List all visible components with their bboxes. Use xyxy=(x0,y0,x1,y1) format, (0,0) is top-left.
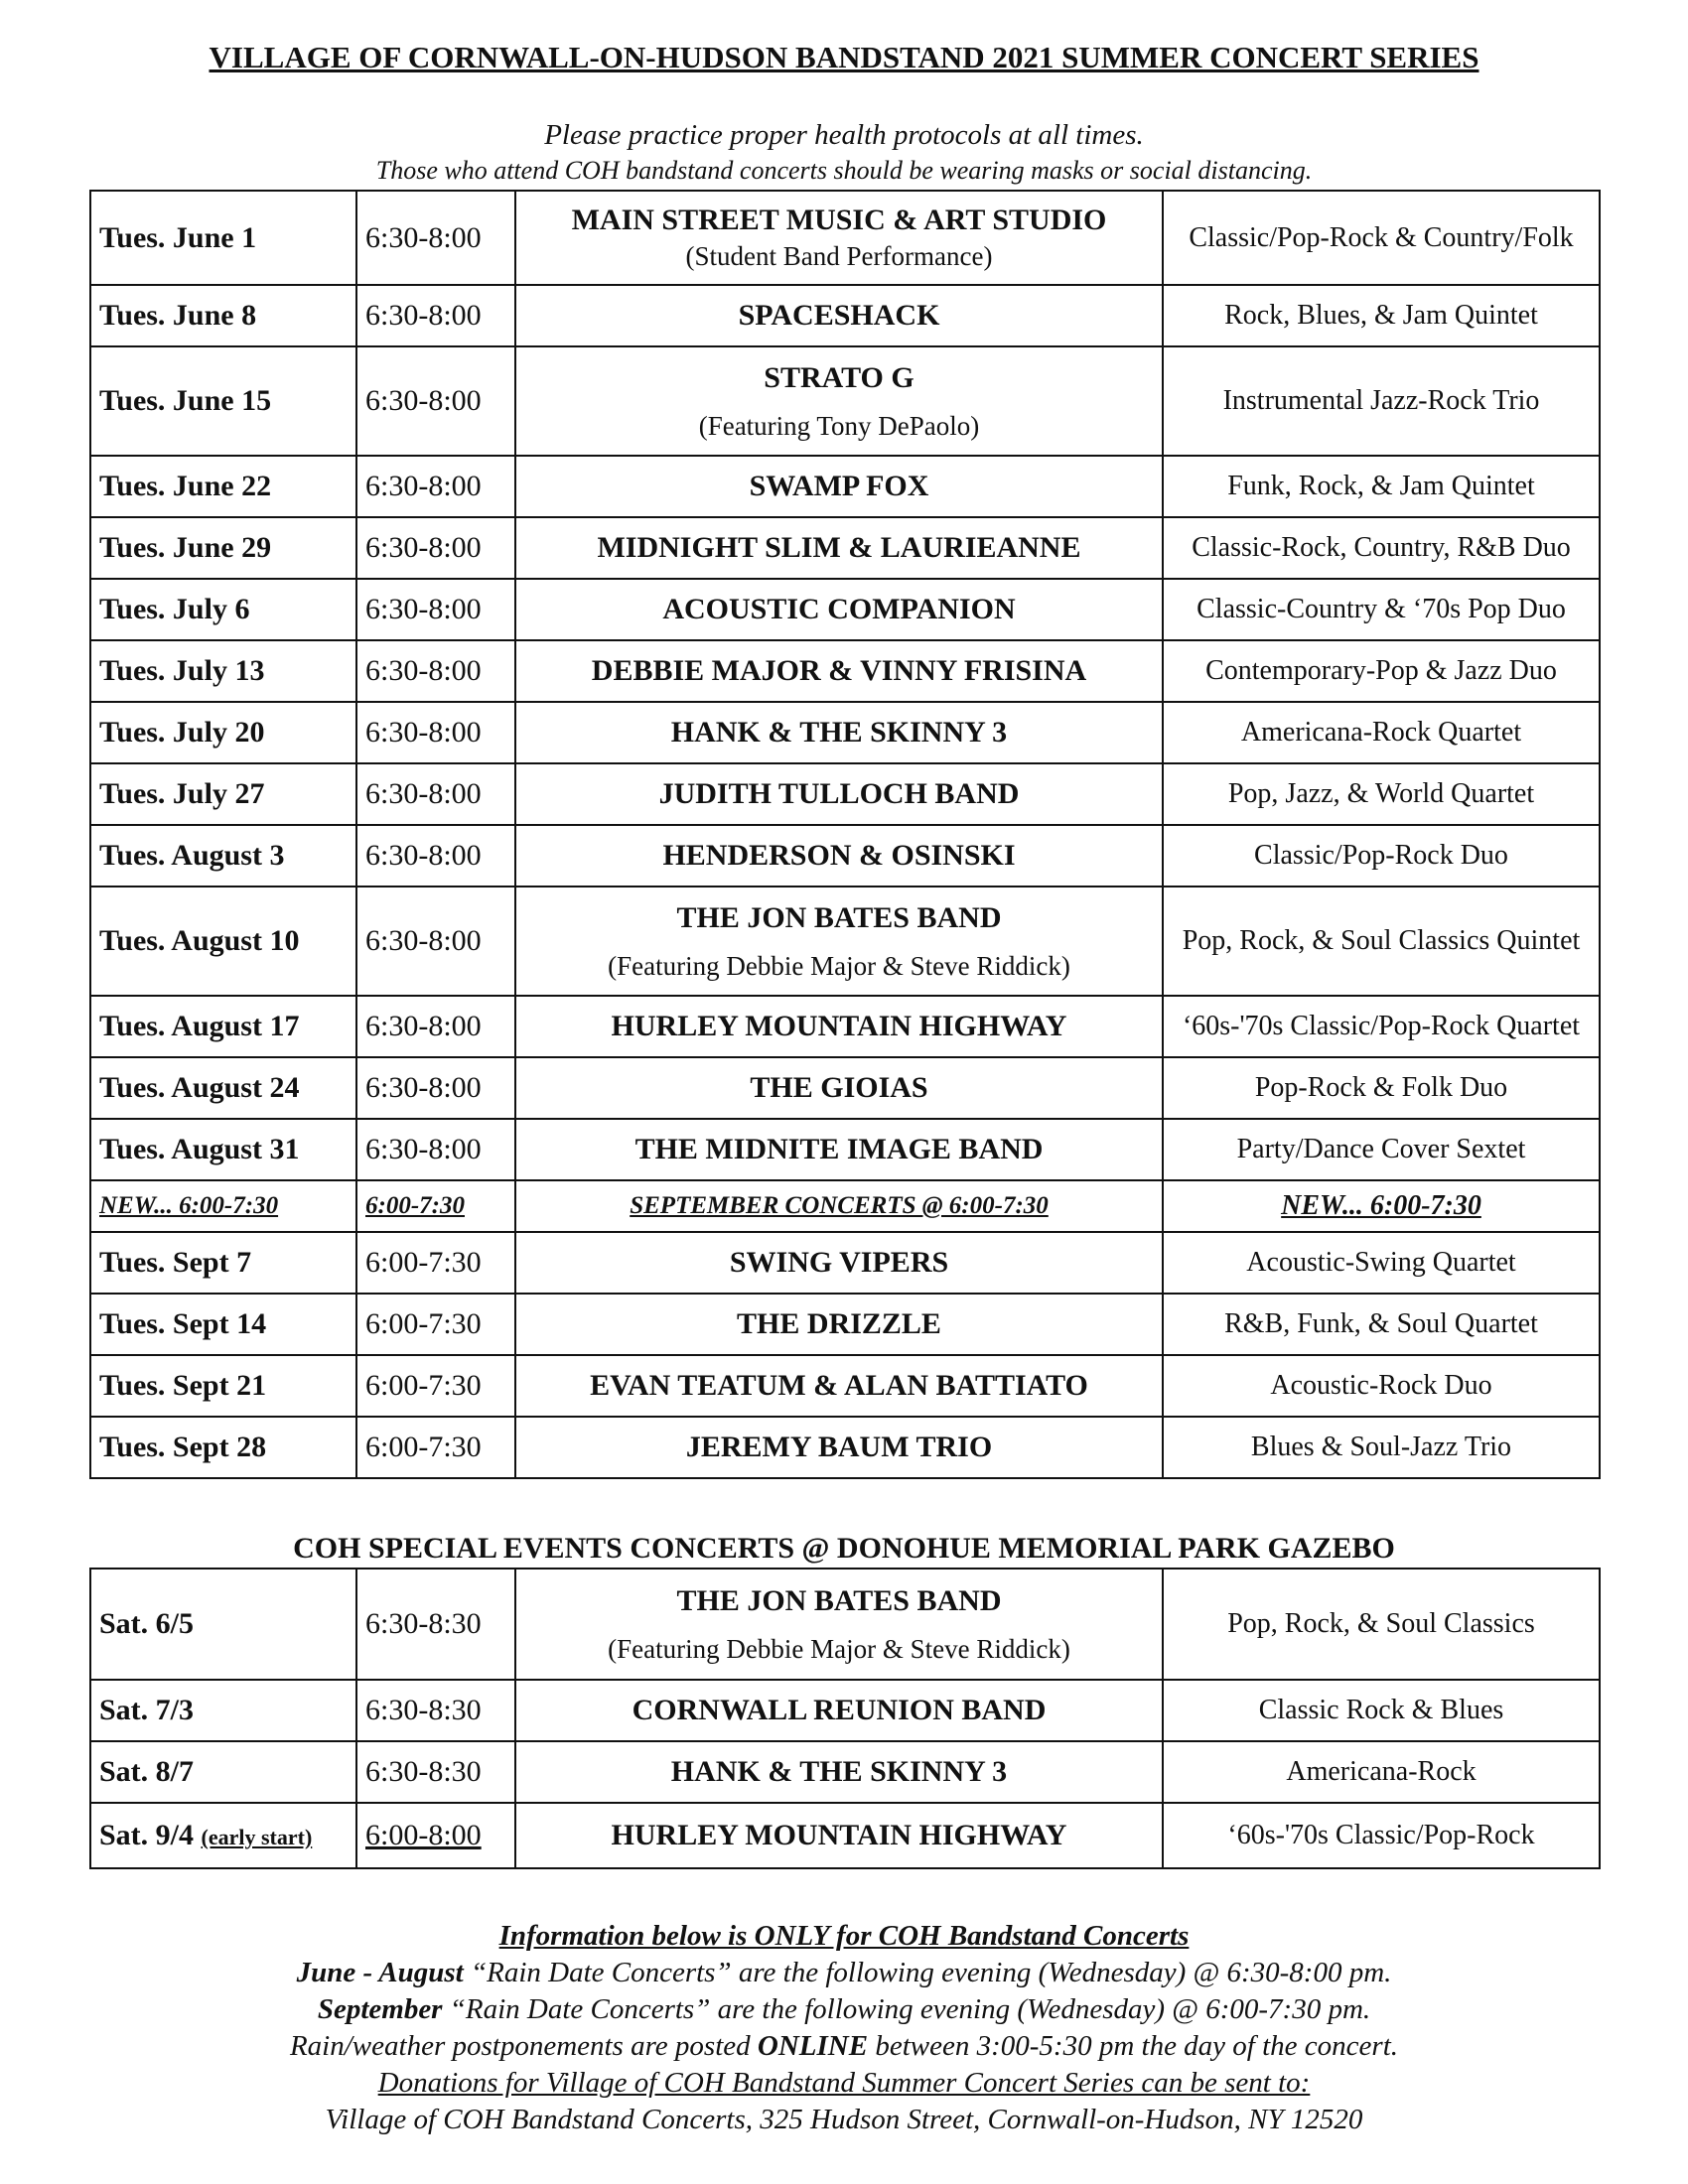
concert-row xyxy=(90,1569,1600,1680)
concert-row xyxy=(90,517,1600,579)
music-style: Classic/Pop-Rock Duo xyxy=(1163,825,1600,887)
postponement-notice xyxy=(0,2030,1688,2063)
concert-date: Tues. July 27 xyxy=(90,763,356,825)
concert-time: 6:00-7:30 xyxy=(356,1294,515,1355)
concert-date: Tues. Sept 14 xyxy=(90,1294,356,1355)
concert-date: Tues. Sept 28 xyxy=(90,1417,356,1478)
concert-time: 6:00-7:30 xyxy=(356,1232,515,1294)
music-style: Party/Dance Cover Sextet xyxy=(1163,1119,1600,1180)
concert-row xyxy=(90,702,1600,763)
performer-name: THE DRIZZLE xyxy=(515,1294,1163,1355)
postponement-online: ONLINE xyxy=(757,2030,869,2062)
concert-row xyxy=(90,1803,1600,1868)
performer-name: SWING VIPERS xyxy=(515,1232,1163,1294)
performer-name: CORNWALL REUNION BAND xyxy=(515,1680,1163,1741)
concert-time: 6:30-8:00 xyxy=(356,456,515,517)
performer-name: EVAN TEATUM & ALAN BATTIATO xyxy=(515,1355,1163,1417)
music-style: Pop, Rock, & Soul Classics Quintet xyxy=(1163,887,1600,996)
rain-date-summer-text: “Rain Date Concerts” are the following evening (Wednesday) @ 6:30-8:00 pm. xyxy=(463,1957,1392,1988)
concert-row xyxy=(90,996,1600,1057)
music-style: Rock, Blues, & Jam Quintet xyxy=(1163,285,1600,346)
music-style: ‘60s-'70s Classic/Pop-Rock xyxy=(1163,1803,1600,1868)
concert-time: 6:30-8:00 xyxy=(356,517,515,579)
concert-row xyxy=(90,346,1600,456)
performer-name: THE MIDNITE IMAGE BAND xyxy=(515,1119,1163,1180)
music-style: Pop-Rock & Folk Duo xyxy=(1163,1057,1600,1119)
bandstand-schedule-table xyxy=(89,190,1601,1479)
music-style: NEW... 6:00-7:30 xyxy=(1163,1180,1600,1232)
concert-time: 6:30-8:00 xyxy=(356,887,515,996)
concert-row xyxy=(90,456,1600,517)
concert-row xyxy=(90,285,1600,346)
music-style: Acoustic-Rock Duo xyxy=(1163,1355,1600,1417)
concert-time: 6:00-7:30 xyxy=(356,1355,515,1417)
music-style: Contemporary-Pop & Jazz Duo xyxy=(1163,640,1600,702)
rain-date-september-lead: September xyxy=(317,1993,443,2025)
performer-name: MIDNIGHT SLIM & LAURIEANNE xyxy=(515,517,1163,579)
early-start-note: (early start) xyxy=(201,1825,313,1849)
concert-row xyxy=(90,825,1600,887)
performer-subtitle: (Featuring Debbie Major & Steve Riddick) xyxy=(608,1633,1070,1664)
concert-time: 6:30-8:30 xyxy=(356,1680,515,1741)
performer-name: HURLEY MOUNTAIN HIGHWAY xyxy=(515,996,1163,1057)
concert-time: 6:30-8:00 xyxy=(356,640,515,702)
rain-date-september-text: “Rain Date Concerts” are the following evening (Wednesday) @ 6:00-7:30 pm. xyxy=(442,1993,1371,2025)
concert-row xyxy=(90,763,1600,825)
concert-row xyxy=(90,1355,1600,1417)
music-style: ‘60s-'70s Classic/Pop-Rock Quartet xyxy=(1163,996,1600,1057)
music-style: Blues & Soul-Jazz Trio xyxy=(1163,1417,1600,1478)
concert-date-text: Sat. 9/4 xyxy=(99,1819,195,1851)
concert-time: 6:00-8:00 xyxy=(356,1803,515,1868)
concert-date: NEW... 6:00-7:30 xyxy=(90,1180,356,1232)
concert-time: 6:30-8:00 xyxy=(356,1057,515,1119)
concert-row xyxy=(90,579,1600,640)
concert-date: Sat. 7/3 xyxy=(90,1680,356,1741)
music-style: Classic-Country & ‘70s Pop Duo xyxy=(1163,579,1600,640)
performer-subtitle: (Featuring Debbie Major & Steve Riddick) xyxy=(608,950,1070,981)
performer-name-text: THE JON BATES BAND xyxy=(676,900,1002,934)
concert-time: 6:30-8:00 xyxy=(356,763,515,825)
concert-row xyxy=(90,1417,1600,1478)
performer-name: THE GIOIAS xyxy=(515,1057,1163,1119)
performer-name xyxy=(515,1569,1163,1680)
page-title: VILLAGE OF CORNWALL-ON-HUDSON BANDSTAND 2021 SUMMER CONCERT SERIES xyxy=(209,40,1479,74)
concert-date: Tues. Sept 7 xyxy=(90,1232,356,1294)
concert-date: Tues. June 15 xyxy=(90,346,356,456)
mask-notice: Those who attend COH bandstand concerts should be wearing masks or social distancing. xyxy=(375,156,1313,185)
performer-name: JEREMY BAUM TRIO xyxy=(515,1417,1163,1478)
concert-row xyxy=(90,1680,1600,1741)
music-style: Instrumental Jazz-Rock Trio xyxy=(1163,346,1600,456)
performer-name xyxy=(515,346,1163,456)
performer-name: DEBBIE MAJOR & VINNY FRISINA xyxy=(515,640,1163,702)
concert-row xyxy=(90,640,1600,702)
concert-time: 6:30-8:00 xyxy=(356,996,515,1057)
concert-row xyxy=(90,1057,1600,1119)
performer-name: HENDERSON & OSINSKI xyxy=(515,825,1163,887)
music-style: Pop, Jazz, & World Quartet xyxy=(1163,763,1600,825)
concert-time: 6:30-8:00 xyxy=(356,825,515,887)
concert-date xyxy=(90,1803,356,1868)
concert-date: Tues. August 17 xyxy=(90,996,356,1057)
rain-date-summer-lead: June - August xyxy=(296,1957,464,1988)
music-style: Americana-Rock Quartet xyxy=(1163,702,1600,763)
concert-time: 6:00-7:30 xyxy=(356,1417,515,1478)
concert-time: 6:00-7:30 xyxy=(356,1180,515,1232)
music-style: Classic Rock & Blues xyxy=(1163,1680,1600,1741)
performer-name: HANK & THE SKINNY 3 xyxy=(515,1741,1163,1803)
music-style: Classic/Pop-Rock & Country/Folk xyxy=(1163,191,1600,285)
music-style: R&B, Funk, & Soul Quartet xyxy=(1163,1294,1600,1355)
concert-date: Tues. June 8 xyxy=(90,285,356,346)
performer-name: JUDITH TULLOCH BAND xyxy=(515,763,1163,825)
concert-row xyxy=(90,1294,1600,1355)
special-events-heading: COH SPECIAL EVENTS CONCERTS @ DONOHUE MEMORIAL PARK GAZEBO xyxy=(293,1532,1395,1565)
special-events-table xyxy=(89,1568,1601,1869)
concert-time: 6:30-8:00 xyxy=(356,702,515,763)
concert-date: Tues. June 1 xyxy=(90,191,356,285)
postponement-text-a: Rain/weather postponements are posted xyxy=(289,2030,758,2062)
concert-time: 6:30-8:00 xyxy=(356,285,515,346)
performer-name-text: THE JON BATES BAND xyxy=(676,1583,1002,1617)
performer-name: SPACESHACK xyxy=(515,285,1163,346)
performer-name: HANK & THE SKINNY 3 xyxy=(515,702,1163,763)
rain-date-summer xyxy=(0,1957,1688,1989)
concert-date: Sat. 6/5 xyxy=(90,1569,356,1680)
concert-date: Tues. July 6 xyxy=(90,579,356,640)
concert-time: 6:30-8:00 xyxy=(356,346,515,456)
concert-time: 6:30-8:00 xyxy=(356,1119,515,1180)
performer-name: SEPTEMBER CONCERTS @ 6:00-7:30 xyxy=(515,1180,1163,1232)
donations-notice: Donations for Village of COH Bandstand Summer Concert Series can be sent to: xyxy=(377,2067,1311,2099)
concert-row xyxy=(90,1119,1600,1180)
concert-time: 6:30-8:00 xyxy=(356,579,515,640)
concert-date: Tues. August 31 xyxy=(90,1119,356,1180)
concert-time: 6:30-8:30 xyxy=(356,1741,515,1803)
concert-row xyxy=(90,887,1600,996)
music-style: Acoustic-Swing Quartet xyxy=(1163,1232,1600,1294)
performer-name xyxy=(515,191,1163,285)
performer-name-text: MAIN STREET MUSIC & ART STUDIO xyxy=(571,204,1107,236)
concert-date: Tues. August 3 xyxy=(90,825,356,887)
music-style: Classic-Rock, Country, R&B Duo xyxy=(1163,517,1600,579)
concert-time: 6:30-8:00 xyxy=(356,191,515,285)
concert-date: Sat. 8/7 xyxy=(90,1741,356,1803)
postponement-text-b: between 3:00-5:30 pm the day of the concert. xyxy=(868,2030,1399,2062)
info-heading: Information below is ONLY for COH Bandstand Concerts xyxy=(498,1920,1190,1952)
concert-row xyxy=(90,191,1600,285)
performer-name-text: STRATO G xyxy=(764,360,914,394)
concert-date: Tues. Sept 21 xyxy=(90,1355,356,1417)
music-style: Funk, Rock, & Jam Quintet xyxy=(1163,456,1600,517)
music-style: Pop, Rock, & Soul Classics xyxy=(1163,1569,1600,1680)
performer-subtitle: (Featuring Tony DePaolo) xyxy=(698,410,980,441)
rain-date-september xyxy=(0,1993,1688,2026)
concert-date: Tues. July 13 xyxy=(90,640,356,702)
concert-date: Tues. August 10 xyxy=(90,887,356,996)
concert-date: Tues. June 22 xyxy=(90,456,356,517)
music-style: Americana-Rock xyxy=(1163,1741,1600,1803)
concert-time: 6:30-8:30 xyxy=(356,1569,515,1680)
performer-name: SWAMP FOX xyxy=(515,456,1163,517)
concert-row xyxy=(90,1741,1600,1803)
performer-name xyxy=(515,887,1163,996)
schedule-notice-row xyxy=(90,1180,1600,1232)
concert-row xyxy=(90,1232,1600,1294)
health-notice: Please practice proper health protocols at all times. xyxy=(544,119,1144,151)
mailing-address: Village of COH Bandstand Concerts, 325 Hudson Street, Cornwall-on-Hudson, NY 12520 xyxy=(325,2104,1363,2135)
concert-date: Tues. August 24 xyxy=(90,1057,356,1119)
performer-name: ACOUSTIC COMPANION xyxy=(515,579,1163,640)
concert-date: Tues. July 20 xyxy=(90,702,356,763)
performer-subtitle: (Student Band Performance) xyxy=(685,241,993,271)
concert-date: Tues. June 29 xyxy=(90,517,356,579)
performer-name: HURLEY MOUNTAIN HIGHWAY xyxy=(515,1803,1163,1868)
